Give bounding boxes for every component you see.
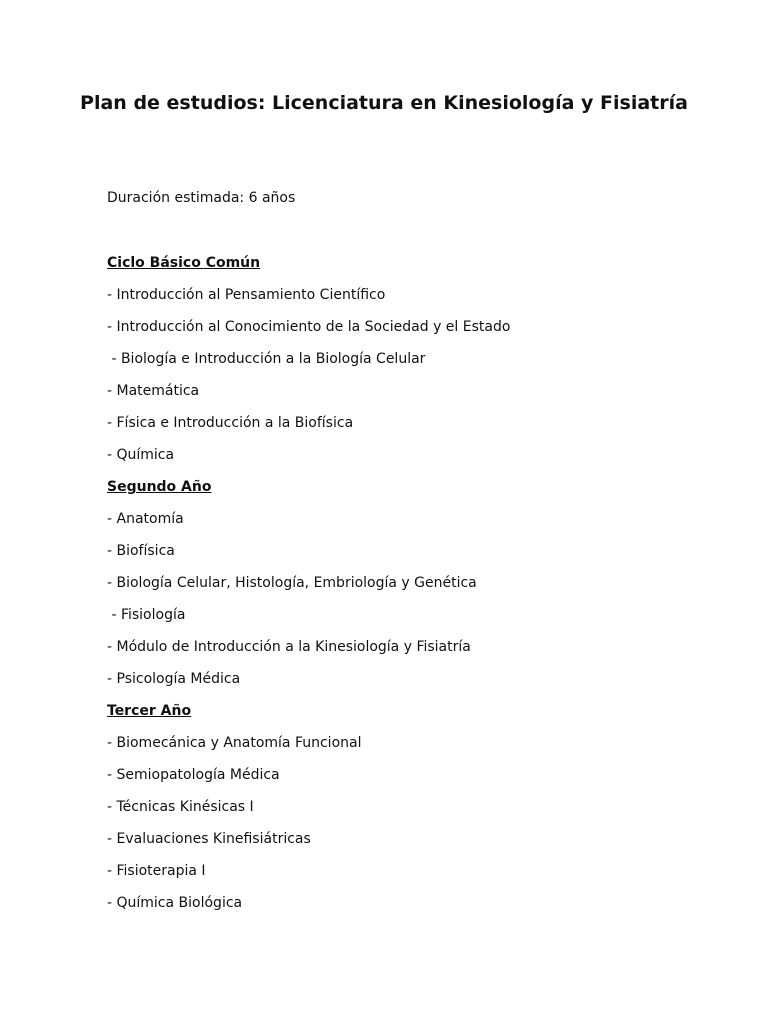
list-item: - Biología e Introducción a la Biología Celular — [107, 351, 426, 367]
list-item: - Semiopatología Médica — [107, 767, 280, 783]
page-title: Plan de estudios: Licenciatura en Kinesiología y Fisiatría — [80, 92, 688, 114]
study-plan-content — [107, 254, 707, 926]
section-heading-segundo-ano: Segundo Año — [107, 479, 212, 495]
list-item: - Evaluaciones Kinefisiátricas — [107, 831, 311, 847]
list-item: - Química Biológica — [107, 895, 243, 911]
list-item: - Física e Introducción a la Biofísica — [107, 415, 354, 431]
list-item: - Fisioterapia I — [107, 863, 206, 879]
list-item: - Fisiología — [107, 607, 186, 623]
list-item: - Biofísica — [107, 543, 175, 559]
list-item: - Anatomía — [107, 511, 184, 527]
list-item: - Biología Celular, Histología, Embriología y Genética — [107, 575, 477, 591]
list-item: - Técnicas Kinésicas I — [107, 799, 254, 815]
list-item: - Introducción al Pensamiento Científico — [107, 287, 386, 303]
list-item: - Matemática — [107, 383, 200, 399]
section-heading-tercer-ano: Tercer Año — [107, 703, 192, 719]
list-item: - Módulo de Introducción a la Kinesiología y Fisiatría — [107, 639, 471, 655]
list-item: - Introducción al Conocimiento de la Sociedad y el Estado — [107, 319, 511, 335]
duration-text: Duración estimada: 6 años — [107, 190, 296, 206]
list-item: - Química — [107, 447, 175, 463]
list-item: - Psicología Médica — [107, 671, 241, 687]
list-item: - Biomecánica y Anatomía Funcional — [107, 735, 362, 751]
section-heading-ciclo-basico: Ciclo Básico Común — [107, 255, 261, 271]
